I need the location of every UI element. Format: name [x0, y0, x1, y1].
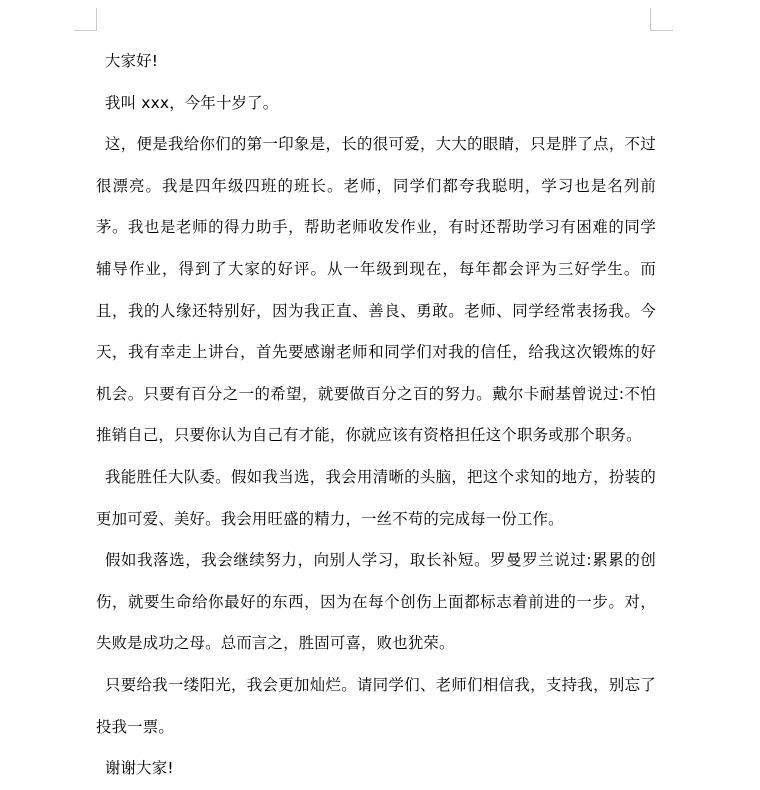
- top-left-margin-mark: [74, 8, 97, 31]
- vote-request-paragraph: 只要给我一缕阳光，我会更加灿烂。请同学们、老师们相信我，支持我，别忘了投我一票。: [96, 675, 656, 736]
- top-right-margin-mark: [650, 8, 673, 31]
- if-not-elected-paragraph: 假如我落选，我会继续努力，向别人学习，取长补短。罗曼罗兰说过:累累的创伤，就要生命给你最好的东西，因为在每个创伤上面都标志着前进的一步。对，失败是成功之母。总而言之，胜固可喜，败也犹荣。: [96, 551, 656, 653]
- closing-paragraph: 谢谢大家!: [105, 759, 174, 778]
- self-description-paragraph: 这，便是我给你们的第一印象是，长的很可爱，大大的眼睛，只是胖了点，不过很漂亮。我是四年级四班的班长。老师，同学们都夸我聪明，学习也是名列前茅。我也是老师的得力助手，帮助老师收发作业，有时还帮助学习有困难的同学辅导作业，得到了大家的好评。从一年级到现在，每年都会评为三好学生。而且，我的人缘还特别好，因为我正直、善良、勇敢。老师、同学经常表扬我。今天，我有幸走上讲台，首先要感谢老师和同学们对我的信任，给我这次锻炼的好机会。只要有百分之一的希望，就要做百分之百的努力。戴尔卡耐基曾说过:不怕推销自己，只要你认为自己有才能，你就应该有资格担任这个职务或那个职务。: [96, 135, 656, 445]
- qualification-paragraph: 我能胜任大队委。假如我当选，我会用清晰的头脑，把这个求知的地方，扮装的更加可爱、美好。我会用旺盛的精力，一丝不苟的完成每一份工作。: [96, 467, 656, 528]
- greeting-paragraph: 大家好!: [105, 52, 159, 70]
- introduction-paragraph: 我叫 xxx，今年十岁了。: [105, 93, 279, 112]
- document-body[interactable]: [96, 41, 656, 790]
